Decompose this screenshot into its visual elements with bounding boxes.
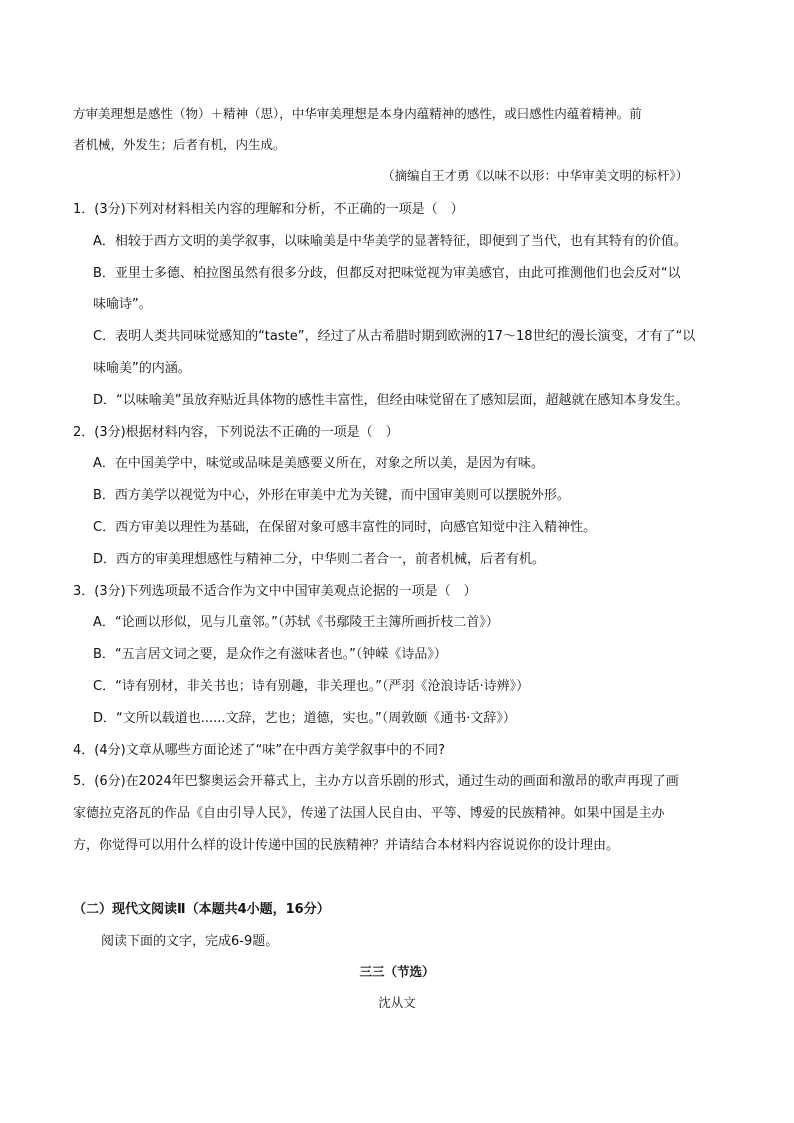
question-1-option-a: A．相较于西方文明的美学叙事，以味喻美是中华美学的显著特征，即便到了当代，也有其特有的价值。 bbox=[93, 234, 687, 249]
question-1-option-b: B．亚里士多德、柏拉图虽然有很多分歧，但都反对把味觉视为审美感官，由此可推测他们也会反对“以 bbox=[93, 266, 681, 281]
question-2-option-a: A．在中国美学中，味觉或品味是美感要义所在，对象之所以美，是因为有味。 bbox=[93, 456, 544, 471]
section-heading: （二）现代文阅读Ⅱ（本题共4小题，16分） bbox=[73, 902, 330, 917]
passage-source: （摘编自王才勇《以味不以形：中华审美文明的标杆》） bbox=[382, 168, 689, 183]
question-5-stem-cont: 方，你觉得可以用什么样的设计传递中国的民族精神？并请结合本材料内容说说你的设计理由。 bbox=[73, 838, 620, 853]
passage-line: 方审美理想是感性（物）＋精神（思），中华审美理想是本身内蕴精神的感性，或曰感性内蕴着精神。前 bbox=[73, 106, 642, 121]
question-2-option-c: C．西方审美以理性为基础，在保留对象可感丰富性的同时，向感官知觉中注入精神性。 bbox=[93, 520, 597, 535]
question-1-option-c-cont: 味喻美”的内涵。 bbox=[93, 361, 191, 376]
passage-line: 者机械，外发生；后者有机，内生成。 bbox=[73, 137, 286, 152]
question-2-stem: 2．(3分)根据材料内容，下列说法不正确的一项是（ ） bbox=[73, 425, 399, 440]
question-3-option-d: D．“文所以载道也......文辞，艺也；道德，实也。”（周敦颐《通书·文辞》） bbox=[93, 711, 516, 726]
question-3-stem: 3．(3分)下列选项最不适合作为文中中国审美观点论据的一项是（ ） bbox=[73, 584, 477, 599]
question-5-stem-cont: 家德拉克洛瓦的作品《自由引导人民》，传递了法国人民自由、平等、博爱的民族精神。如果中国是主办 bbox=[73, 806, 665, 821]
question-1-stem: 1．(3分)下列对材料相关内容的理解和分析，不正确的一项是（ ） bbox=[73, 202, 464, 217]
question-5-stem: 5．(6分)在2024年巴黎奥运会开幕式上，主办方以音乐剧的形式，通过生动的画面和激昂的歌声再现了画 bbox=[73, 774, 679, 789]
question-2-option-d: D．西方的审美理想感性与精神二分，中华则二者合一，前者机械，后者有机。 bbox=[93, 552, 546, 567]
question-1-option-d: D．“以味喻美”虽放弃贴近具体物的感性丰富性，但经由味觉留在了感知层面，超越就在感知本身发生。 bbox=[93, 393, 689, 408]
story-title: 三三（节选） bbox=[359, 964, 435, 979]
story-author: 沈从文 bbox=[378, 995, 416, 1010]
section-instruction: 阅读下面的文字，完成6-9题。 bbox=[101, 934, 279, 949]
question-4-stem: 4．(4分)文章从哪些方面论述了“味”在中西方美学叙事中的不同? bbox=[73, 743, 446, 758]
question-3-option-a: A．“论画以形似，见与儿童邻。”（苏轼《书鄢陵王主簿所画折枝二首》） bbox=[93, 615, 499, 630]
question-1-option-c: C．表明人类共同味觉感知的“taste”，经过了从古希腊时期到欧洲的17～18世纪的漫长演变，才有了“以 bbox=[93, 329, 696, 344]
question-2-option-b: B．西方美学以视觉为中心，外形在审美中尤为关键，而中国审美则可以摆脱外形。 bbox=[93, 488, 570, 503]
question-3-option-b: B．“五言居文词之要，是众作之有滋味者也。”（钟嵘《诗品》） bbox=[93, 647, 447, 662]
question-3-option-c: C．“诗有别材，非关书也；诗有别趣，非关理也。”（严羽《沧浪诗话·诗辨》） bbox=[93, 679, 530, 694]
question-1-option-b-cont: 味喻诗”。 bbox=[93, 297, 152, 312]
